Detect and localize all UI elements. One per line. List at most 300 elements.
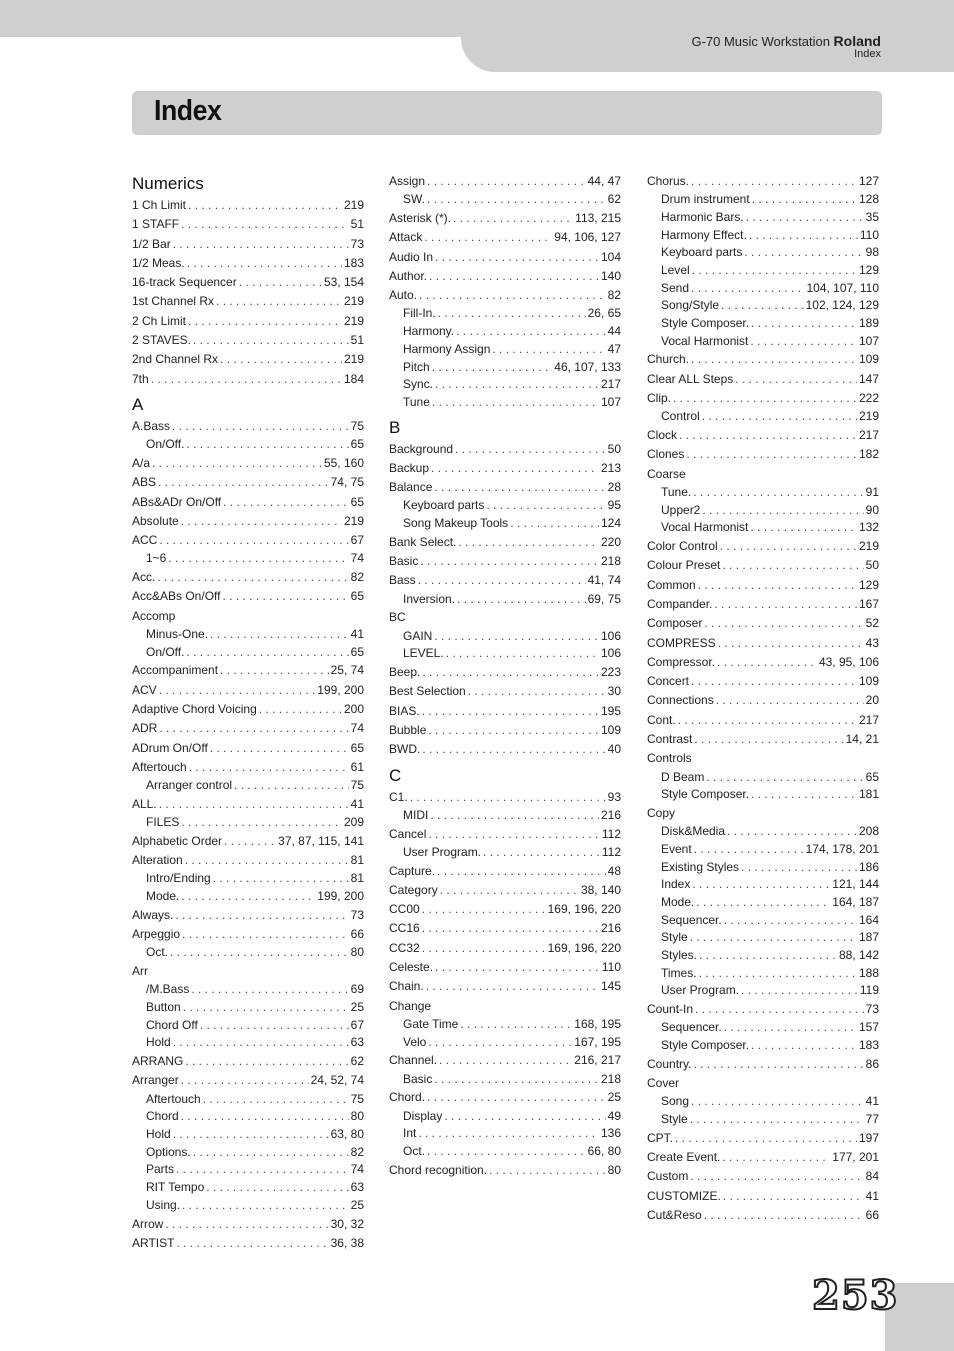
entry-term: Absolute bbox=[132, 513, 179, 528]
dot-leader bbox=[460, 1016, 572, 1034]
index-entry bbox=[132, 758, 364, 777]
entry-pages: 106 bbox=[600, 646, 621, 661]
entry-term: Chorus. bbox=[647, 174, 690, 188]
entry-pages: 213 bbox=[600, 460, 621, 475]
index-entry bbox=[132, 739, 364, 758]
index-subentry bbox=[647, 1019, 879, 1037]
index-entry bbox=[389, 209, 621, 228]
dot-leader bbox=[181, 1108, 349, 1126]
entry-pages: 44, 47 bbox=[587, 174, 621, 188]
entry-pages: 216 bbox=[600, 807, 621, 822]
dot-leader bbox=[432, 394, 599, 412]
entry-pages: 28 bbox=[607, 480, 621, 495]
entry-term: Change bbox=[389, 998, 432, 1013]
section-heading: B bbox=[389, 417, 401, 437]
index-entry bbox=[389, 939, 621, 958]
dot-leader bbox=[152, 454, 322, 473]
dot-leader bbox=[420, 552, 599, 571]
entry-term: Attack bbox=[389, 230, 423, 245]
entry-term: Harmony. bbox=[403, 324, 455, 339]
dot-leader bbox=[690, 1167, 863, 1186]
entry-pages: 30 bbox=[607, 684, 621, 699]
dot-leader bbox=[690, 1111, 864, 1129]
dot-leader bbox=[692, 876, 830, 894]
entry-term: Contrast bbox=[647, 731, 693, 746]
header-tab bbox=[461, 0, 954, 72]
page-number: 253 bbox=[812, 1272, 899, 1319]
index-entry bbox=[389, 267, 621, 286]
dot-leader bbox=[424, 228, 552, 247]
entry-pages: 98 bbox=[865, 245, 879, 260]
dot-leader bbox=[718, 634, 864, 653]
dot-leader bbox=[427, 1088, 606, 1107]
dot-leader bbox=[678, 711, 857, 730]
entry-term: 7th bbox=[132, 371, 149, 386]
entry-pages: 41 bbox=[865, 1094, 879, 1109]
entry-term: Alteration bbox=[132, 853, 183, 868]
entry-pages: 75 bbox=[350, 1091, 364, 1106]
entry-term: FILES bbox=[146, 815, 180, 830]
entry-pages: 189 bbox=[858, 316, 879, 331]
index-entry bbox=[389, 682, 621, 701]
entry-pages: 24, 52, 74 bbox=[310, 1073, 364, 1088]
entry-pages: 209 bbox=[343, 815, 364, 830]
index-entry bbox=[647, 1074, 879, 1093]
entry-term: LEVEL. bbox=[403, 646, 444, 661]
index-entry bbox=[647, 749, 879, 768]
entry-term: User Program. bbox=[403, 844, 482, 859]
dot-leader bbox=[510, 515, 599, 533]
entry-term: ADrum On/Off bbox=[132, 740, 208, 755]
entry-term: Channel. bbox=[389, 1053, 438, 1068]
index-subentry bbox=[647, 227, 879, 245]
entry-term: Clip. bbox=[647, 391, 672, 406]
entry-pages: 217 bbox=[600, 377, 621, 392]
index-subentry bbox=[132, 1144, 364, 1162]
entry-term: Mode. bbox=[661, 895, 695, 909]
entry-pages: 63, 80 bbox=[330, 1127, 364, 1142]
entry-term: RIT Tempo bbox=[146, 1180, 205, 1195]
entry-term: Cut&Reso bbox=[647, 1207, 702, 1222]
entry-pages: 73 bbox=[350, 907, 364, 922]
entry-term: Harmony Assign bbox=[403, 341, 491, 356]
entry-term: Fill-In. bbox=[403, 306, 436, 321]
entry-pages: 82 bbox=[607, 288, 621, 303]
dot-leader bbox=[437, 862, 606, 881]
dot-leader bbox=[428, 721, 599, 740]
entry-term: Oct. bbox=[146, 945, 169, 960]
entry-term: Oct. bbox=[403, 1143, 426, 1158]
dot-leader bbox=[422, 663, 599, 682]
entry-term: Adaptive Chord Voicing bbox=[132, 701, 257, 716]
entry-term: Send bbox=[661, 280, 690, 295]
index-subentry bbox=[132, 1091, 364, 1109]
index-subentry bbox=[647, 262, 879, 280]
entry-term: Common bbox=[647, 577, 696, 592]
dot-leader bbox=[173, 1034, 349, 1052]
entry-term: BWD. bbox=[389, 742, 421, 757]
entry-pages: 220 bbox=[600, 534, 621, 549]
entry-pages: 47 bbox=[607, 341, 621, 356]
entry-term: Minus-One. bbox=[146, 627, 209, 642]
entry-pages: 147 bbox=[858, 371, 879, 386]
entry-term: Chord recognition. bbox=[389, 1162, 488, 1177]
dot-leader bbox=[159, 795, 349, 814]
dot-leader bbox=[468, 682, 606, 701]
dot-leader bbox=[210, 739, 349, 758]
index-subentry bbox=[389, 1125, 621, 1143]
entry-pages: 110 bbox=[601, 960, 621, 975]
index-subentry bbox=[389, 844, 621, 862]
entry-pages: 164 bbox=[858, 912, 879, 927]
entry-pages: 106 bbox=[600, 628, 621, 643]
entry-pages: 104, 107, 110 bbox=[806, 280, 879, 295]
entry-term: Cont. bbox=[647, 712, 676, 727]
dot-leader bbox=[741, 859, 857, 877]
entry-pages: 41 bbox=[350, 796, 364, 811]
entry-term: Clock bbox=[647, 428, 678, 443]
entry-pages: 164, 187 bbox=[832, 895, 879, 909]
index-entry bbox=[389, 552, 621, 571]
entry-pages: 20 bbox=[865, 693, 879, 708]
index-subentry bbox=[389, 1016, 621, 1034]
dot-leader bbox=[721, 297, 804, 315]
entry-term: Style Composer. bbox=[661, 787, 750, 802]
dot-leader bbox=[432, 359, 553, 377]
dot-leader bbox=[727, 823, 857, 841]
dot-leader bbox=[675, 1129, 857, 1148]
entry-pages: 51 bbox=[350, 217, 364, 232]
entry-term: Basic bbox=[389, 554, 419, 569]
dot-leader bbox=[185, 851, 349, 870]
entry-pages: 86 bbox=[865, 1056, 879, 1071]
entry-pages: 55, 160 bbox=[323, 455, 364, 470]
dot-leader bbox=[418, 1125, 599, 1143]
dot-leader bbox=[176, 1234, 328, 1253]
entry-term: Aftertouch bbox=[132, 759, 187, 774]
entry-term: Asterisk (*). bbox=[389, 210, 452, 225]
index-entry bbox=[647, 653, 879, 672]
index-entry bbox=[132, 925, 364, 944]
entry-pages: 195 bbox=[600, 703, 621, 718]
dot-leader bbox=[422, 900, 546, 919]
index-entry bbox=[389, 1161, 621, 1180]
entry-pages: 84 bbox=[865, 1169, 879, 1184]
entry-term: Style Composer. bbox=[661, 316, 750, 331]
header-section: Index bbox=[854, 48, 881, 60]
dot-leader bbox=[428, 1034, 572, 1052]
index-entry bbox=[647, 1148, 879, 1167]
entry-term: Sequencer. bbox=[661, 1020, 722, 1035]
index-subentry bbox=[647, 929, 879, 947]
entry-pages: 219 bbox=[343, 294, 364, 309]
index-entry bbox=[389, 900, 621, 919]
dot-leader bbox=[422, 939, 546, 958]
dot-leader bbox=[176, 1161, 349, 1179]
dot-leader bbox=[419, 286, 606, 305]
entry-pages: 26, 65 bbox=[587, 306, 621, 321]
entry-term: Styles. bbox=[661, 948, 698, 963]
entry-pages: 82 bbox=[350, 1144, 364, 1159]
entry-pages: 69, 75 bbox=[587, 591, 621, 606]
dot-leader bbox=[749, 227, 858, 245]
dot-leader bbox=[193, 1144, 349, 1162]
entry-term: SW. bbox=[403, 192, 426, 207]
entry-pages: 112 bbox=[601, 844, 621, 859]
entry-term: D Beam bbox=[661, 769, 705, 784]
entry-pages: 184 bbox=[343, 371, 364, 386]
entry-pages: 81 bbox=[350, 871, 364, 886]
index-entry bbox=[132, 493, 364, 512]
dot-leader bbox=[216, 292, 342, 311]
entry-pages: 30, 32 bbox=[330, 1216, 364, 1231]
entry-pages: 80 bbox=[350, 945, 364, 960]
dot-leader bbox=[453, 209, 573, 228]
index-subentry bbox=[647, 484, 879, 502]
entry-term: Chord. bbox=[389, 1090, 426, 1105]
dot-leader bbox=[438, 305, 586, 323]
entry-term: ADR bbox=[132, 721, 158, 736]
index-entry bbox=[647, 537, 879, 556]
dot-leader bbox=[429, 267, 599, 286]
index-subentry bbox=[647, 191, 879, 209]
index-subentry bbox=[647, 769, 879, 787]
index-entry bbox=[389, 788, 621, 807]
dot-leader bbox=[489, 1161, 606, 1180]
entry-pages: 88, 142 bbox=[838, 948, 879, 963]
entry-pages: 217 bbox=[858, 712, 879, 727]
index-entry bbox=[389, 958, 621, 977]
index-entry bbox=[132, 851, 364, 870]
index-entry bbox=[132, 531, 364, 550]
index-entry bbox=[389, 533, 621, 552]
entry-term: ABs&ADr On/Off bbox=[132, 494, 222, 509]
index-entry bbox=[647, 691, 879, 710]
index-entry bbox=[389, 440, 621, 459]
entry-term: Index bbox=[661, 877, 691, 892]
entry-pages: 77 bbox=[865, 1112, 879, 1127]
entry-term: Arrow bbox=[132, 1216, 164, 1231]
index-entry bbox=[389, 608, 621, 627]
dot-leader bbox=[170, 944, 349, 962]
entry-term: ACC bbox=[132, 533, 158, 548]
entry-term: Connections bbox=[647, 693, 714, 708]
index-subentry bbox=[647, 841, 879, 859]
entry-term: Celeste. bbox=[389, 960, 434, 975]
dot-leader bbox=[186, 436, 348, 454]
entry-term: GAIN bbox=[403, 628, 433, 643]
entry-term: ALL. bbox=[132, 796, 157, 811]
dot-leader bbox=[694, 730, 843, 749]
entry-term: Harmonic Bars. bbox=[661, 209, 744, 224]
entry-pages: 219 bbox=[343, 313, 364, 328]
entry-term: Beep. bbox=[389, 665, 421, 680]
entry-pages: 113, 215 bbox=[575, 210, 621, 225]
index-subentry bbox=[132, 436, 364, 454]
dot-leader bbox=[702, 408, 857, 426]
dot-leader bbox=[157, 568, 348, 587]
dot-leader bbox=[428, 825, 600, 844]
dot-leader bbox=[182, 1197, 349, 1215]
index-subentry bbox=[389, 628, 621, 646]
entry-term: Color Control bbox=[647, 539, 718, 554]
entry-term: ABS bbox=[132, 475, 157, 490]
entry-pages: 48 bbox=[607, 863, 621, 878]
entry-term: Arranger bbox=[132, 1073, 179, 1088]
entry-pages: 94, 106, 127 bbox=[554, 230, 621, 245]
entry-term: Drum instrument bbox=[661, 192, 750, 207]
index-entry bbox=[647, 1187, 879, 1206]
entry-term: C1. bbox=[389, 789, 408, 804]
index-entry bbox=[389, 997, 621, 1016]
index-entry bbox=[132, 312, 364, 331]
entry-term: Using. bbox=[146, 1197, 181, 1212]
entry-term: Event bbox=[661, 841, 692, 856]
entry-term: Assign bbox=[389, 174, 426, 188]
dot-leader bbox=[168, 550, 348, 568]
dot-leader bbox=[486, 497, 605, 515]
dot-leader bbox=[751, 786, 857, 804]
index-subentry bbox=[647, 1111, 879, 1129]
entry-term: Sync. bbox=[403, 377, 434, 392]
entry-term: Control bbox=[661, 409, 700, 424]
entry-term: Parts bbox=[146, 1162, 175, 1177]
entry-pages: 112 bbox=[601, 826, 621, 841]
dot-leader bbox=[698, 576, 857, 595]
dot-leader bbox=[175, 906, 348, 925]
dot-leader bbox=[457, 591, 586, 609]
entry-term: Capture. bbox=[389, 863, 436, 878]
index-subentry bbox=[647, 209, 879, 227]
entry-pages: 50 bbox=[607, 441, 621, 456]
entry-term: Chord bbox=[146, 1109, 179, 1124]
entry-pages: 157 bbox=[858, 1020, 879, 1035]
index-subentry bbox=[647, 519, 879, 537]
entry-pages: 65 bbox=[350, 740, 364, 755]
dot-leader bbox=[172, 417, 349, 436]
title-bar bbox=[132, 91, 882, 135]
index-entry bbox=[647, 370, 879, 389]
brand-logo: Roland bbox=[833, 33, 881, 49]
entry-pages: 109 bbox=[858, 352, 879, 367]
entry-term: Mode. bbox=[146, 889, 180, 904]
index-subentry bbox=[132, 1034, 364, 1052]
entry-pages: 169, 196, 220 bbox=[547, 940, 621, 955]
dot-leader bbox=[430, 807, 599, 825]
entry-term: ARRANG bbox=[132, 1054, 184, 1069]
entry-pages: 168, 195 bbox=[574, 1016, 621, 1031]
index-subentry bbox=[647, 859, 879, 877]
entry-term: Disk&Media bbox=[661, 824, 726, 839]
index-entry bbox=[132, 1234, 364, 1253]
entry-pages: 136 bbox=[600, 1126, 621, 1141]
entry-pages: 37, 87, 115, 141 bbox=[278, 833, 364, 848]
index-subentry bbox=[389, 394, 621, 412]
entry-term: Hold bbox=[146, 1035, 171, 1050]
entry-pages: 107 bbox=[858, 333, 879, 348]
dot-leader bbox=[422, 702, 599, 721]
index-entry bbox=[647, 1129, 879, 1148]
entry-pages: 167 bbox=[858, 596, 879, 611]
entry-pages: 102, 124, 129 bbox=[805, 298, 879, 313]
dot-leader bbox=[239, 273, 322, 292]
dot-leader bbox=[189, 758, 349, 777]
dot-leader bbox=[435, 376, 599, 394]
index-subentry bbox=[647, 912, 879, 930]
index-subentry bbox=[647, 786, 879, 804]
index-subentry bbox=[647, 965, 879, 983]
index-entry bbox=[132, 473, 364, 492]
entry-pages: 46, 107, 133 bbox=[554, 359, 621, 374]
entry-term: Controls bbox=[647, 751, 692, 766]
entry-pages: 107 bbox=[600, 394, 621, 409]
entry-term: A/a bbox=[132, 455, 151, 470]
index-subentry bbox=[389, 1034, 621, 1052]
entry-pages: 219 bbox=[343, 513, 364, 528]
dot-leader bbox=[181, 1071, 309, 1090]
index-entry bbox=[132, 795, 364, 814]
entry-pages: 80 bbox=[607, 1162, 621, 1177]
index-entry bbox=[132, 700, 364, 719]
entry-term: Velo bbox=[403, 1034, 427, 1049]
entry-term: Clear ALL Steps bbox=[647, 371, 734, 386]
entry-pages: 109 bbox=[858, 674, 879, 689]
entry-pages: 43 bbox=[865, 635, 879, 650]
entry-term: 1/2 Bar bbox=[132, 236, 171, 251]
index-entry bbox=[132, 681, 364, 700]
entry-pages: 187 bbox=[858, 930, 879, 945]
entry-pages: 44 bbox=[607, 324, 621, 339]
entry-pages: 128 bbox=[858, 192, 879, 207]
dot-leader bbox=[699, 947, 837, 965]
entry-pages: 66 bbox=[865, 1207, 879, 1222]
dot-leader bbox=[213, 870, 349, 888]
section-heading: A bbox=[132, 394, 144, 414]
entry-term: Compander. bbox=[647, 596, 713, 611]
dot-leader bbox=[744, 244, 863, 262]
dot-leader bbox=[159, 719, 348, 738]
entry-term: Audio In bbox=[389, 249, 434, 264]
entry-term: Vocal Harmonist bbox=[661, 333, 749, 348]
entry-term: Keyboard parts bbox=[661, 245, 743, 260]
entry-term: Acc. bbox=[132, 570, 156, 585]
entry-pages: 63 bbox=[350, 1035, 364, 1050]
entry-term: Chord Off bbox=[146, 1017, 198, 1032]
entry-term: Existing Styles bbox=[661, 859, 740, 874]
index-subentry bbox=[647, 1037, 879, 1055]
dot-leader bbox=[706, 769, 863, 787]
index-entry bbox=[647, 634, 879, 653]
entry-term: CC32 bbox=[389, 940, 420, 955]
dot-leader bbox=[203, 1091, 349, 1109]
entry-term: Create Event. bbox=[647, 1150, 721, 1165]
index-subentry bbox=[647, 823, 879, 841]
entry-term: 2 STAVES. bbox=[132, 333, 191, 348]
index-entry bbox=[389, 172, 621, 191]
entry-pages: 41, 74 bbox=[587, 573, 621, 588]
dot-leader bbox=[234, 777, 349, 795]
index-entry bbox=[389, 702, 621, 721]
entry-term: On/Off. bbox=[146, 644, 185, 659]
entry-pages: 74, 75 bbox=[330, 475, 364, 490]
entry-pages: 199, 200 bbox=[317, 889, 364, 904]
index-entry bbox=[132, 215, 364, 234]
entry-pages: 199, 200 bbox=[317, 682, 364, 697]
dot-leader bbox=[181, 512, 342, 531]
index-entry bbox=[389, 1051, 621, 1070]
entry-term: Times. bbox=[661, 965, 697, 980]
entry-term: /M.Bass bbox=[146, 982, 190, 997]
